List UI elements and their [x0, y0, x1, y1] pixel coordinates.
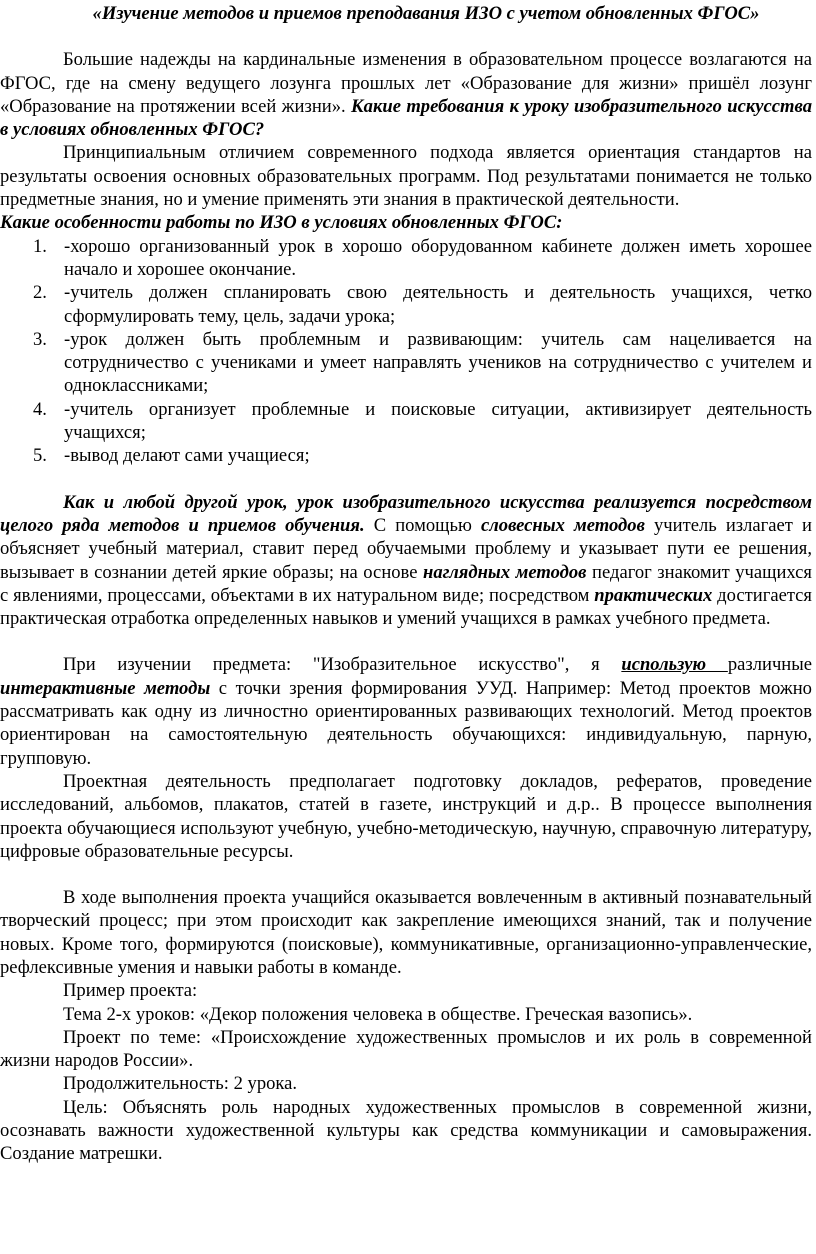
features-heading: Какие особенности работы по ИЗО в условиях обновленных ФГОС:: [0, 212, 563, 234]
methods-text-3: педагог знакомит учащихся с явлениями, процессами, объектами в их натуральном виде; посредством: [0, 561, 812, 606]
spacer: [0, 25, 812, 48]
methods-text-1: С помощью: [364, 514, 481, 536]
list-item-text: -учитель должен спланировать свою деятельность и деятельность учащихся, четко сформулировать тему, цель, задачи урока;: [64, 282, 812, 327]
list-item-text: -вывод делают сами учащиеся;: [64, 445, 310, 467]
list-item-number: 1.: [33, 235, 47, 257]
verbal-methods: словесных методов: [480, 514, 645, 536]
spacer: [0, 863, 812, 886]
list-item: [0, 235, 812, 282]
spacer: [0, 468, 812, 491]
document-title: «Изучение методов и приемов преподавания ИЗО с учетом обновленных ФГОС»: [92, 3, 760, 24]
practical-methods: практических: [594, 584, 713, 606]
interactive-use: использую: [621, 654, 728, 676]
list-item-text: -урок должен быть проблемным и развивающим: учитель сам нацеливается на сотрудничество с учениками и умеет направлять учеников на сотрудничество с учителем и одноклассниками;: [64, 328, 812, 397]
document-page: [0, 2, 812, 1166]
example-duration: Продолжительность: 2 урока.: [63, 1073, 298, 1095]
list-item-text: -учитель организует проблемные и поисковые ситуации, активизирует деятельность учащихся;: [64, 398, 812, 444]
list-item-number: 2.: [33, 282, 47, 304]
example-goal: Цель: Объяснять роль народных художественных промыслов в современной жизни, осознавать важности художественной культуры как средства коммуникации и самовыражения. Создание матрешки.: [0, 1096, 812, 1165]
difference-paragraph: Принципиальным отличием современного подхода является ориентация стандартов на результаты освоения основных образовательных программ. Под результатами понимается не только предметные знания, но и умение применять эти знания в практической деятельности.: [0, 142, 812, 211]
interactive-text-3: с точки зрения формирования УУД. Например: Метод проектов можно рассматривать как одну из личностно ориентированных развивающих технологий. Метод проектов ориентирован на самостоятельную деятельность обучающихся: индивидуальную, парную, групповую.: [0, 677, 812, 769]
list-item-number: 5.: [33, 445, 47, 467]
spacer: [0, 630, 812, 653]
interactive-text-2: различные: [727, 654, 812, 676]
interactive-paragraph: [0, 653, 812, 769]
list-item: [0, 398, 812, 445]
list-item-number: 4.: [33, 398, 47, 420]
list-item: [0, 281, 812, 328]
example-project: Проект по теме: «Происхождение художественных промыслов и их роль в современной жизни народов России».: [0, 1026, 812, 1072]
project-activity-paragraph: Проектная деятельность предполагает подготовку докладов, рефератов, проведение исследований, альбомов, плакатов, статей в газете, инструкций и д.р.. В процессе выполнения проекта обучающиеся используют учебную, учебно-методическую, научную, справочную литературу, цифровые образовательные ресурсы.: [0, 770, 812, 862]
methods-text-2: учитель излагает и объясняет учебный материал, ставит перед обучаемыми проблему и указывает пути ее решения, вызывает в сознании детей яркие образы; на основе: [0, 514, 812, 583]
list-item: [0, 328, 812, 398]
project-process-paragraph: В ходе выполнения проекта учащийся оказывается вовлеченным в активный познавательный творческий процесс; при этом происходит как закрепление имеющихся знаний, так и получение новых. Кроме того, формируются (поисковые), коммуникативные, организационно-управленческие, рефлексивные умения и навыки работы в команде.: [0, 887, 812, 978]
methods-lead: Как и любой другой урок, урок изобразительного искусства реализуется посредством целого ряда методов и приемов обучения.: [0, 491, 812, 536]
intro-text: Большие надежды на кардинальные изменения в образовательном процессе возлагаются на ФГОС, где на смену ведущего лозунга прошлых лет «Образование для жизни» пришёл лозунг «Образование на протяжении всей жизни».: [0, 49, 812, 117]
list-item-number: 3.: [33, 328, 47, 350]
list-item-text: -хорошо организованный урок в хорошо оборудованном кабинете должен иметь хорошее начало и хорошее окончание.: [64, 235, 812, 280]
list-item: [0, 444, 812, 467]
methods-paragraph: [0, 491, 812, 631]
example-topic: Тема 2-х уроков: «Декор положения человека в обществе. Греческая вазопись».: [63, 1003, 693, 1025]
intro-question: Какие требования к уроку изобразительного искусства в условиях обновленных ФГОС?: [0, 95, 812, 141]
example-heading: Пример проекта:: [63, 980, 198, 1002]
interactive-methods: интерактивные методы: [0, 677, 211, 699]
intro-paragraph: [0, 48, 812, 141]
methods-text-4: достигается практическая отработка определенных навыков и умений учащихся в рамках учебного предмета.: [0, 584, 812, 630]
interactive-text-1: При изучении предмета: "Изобразительное искусство", я: [63, 654, 622, 676]
visual-methods: наглядных методов: [423, 561, 587, 583]
features-list: [0, 235, 812, 468]
